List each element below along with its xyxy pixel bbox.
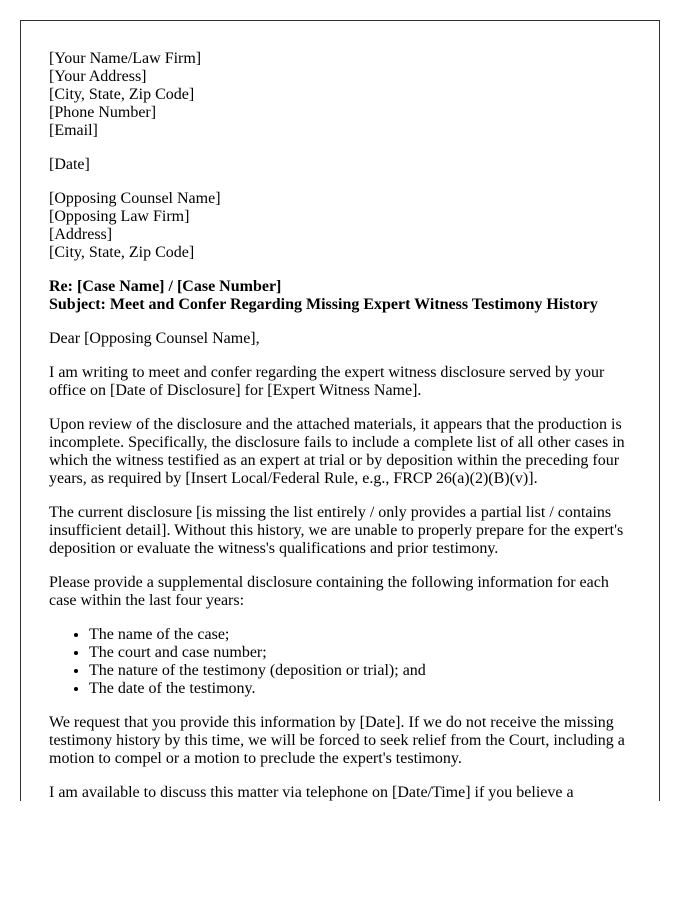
closing-paragraph: I am available to discuss this matter via telephone on [Date/Time] if you believe a	[49, 784, 574, 801]
closing-paragraph: We request that you provide this information by [Date]. If we do not receive the missing testimony history by this time, we will be forced to seek relief from the Court, including a motion to compel or a motion to preclude the expert's testimony.	[49, 714, 625, 767]
sender-city-state-zip: [City, State, Zip Code]	[49, 86, 195, 103]
letter-date-block	[49, 156, 631, 174]
list-item: • The court and case number;	[89, 644, 631, 662]
recipient-address-block	[49, 190, 631, 262]
reference-block	[49, 278, 631, 314]
recipient-address: [Address]	[49, 226, 113, 243]
recipient-name: [Opposing Counsel Name]	[49, 190, 221, 207]
list-item: • The nature of the testimony (deposition or trial); and	[89, 662, 631, 680]
required-info-list	[49, 626, 631, 698]
letter-date: [Date]	[49, 156, 90, 173]
list-item: • The name of the case;	[89, 626, 631, 644]
sender-address-block	[49, 50, 631, 140]
sender-address: [Your Address]	[49, 68, 147, 85]
body-paragraph: Upon review of the disclosure and the attached materials, it appears that the production is incomplete. Specifically, the disclosure fails to include a complete list of all other cases in which the witness testified as an expert at trial or by deposition within the preceding four years, as required by [Insert Local/Federal Rule, e.g., FRCP 26(a)(2)(B)(v)].	[49, 416, 625, 487]
list-item: • The date of the testimony.	[89, 680, 631, 698]
re-line: Re: [Case Name] / [Case Number]	[49, 278, 282, 295]
body-paragraph: I am writing to meet and confer regarding the expert witness disclosure served by your office on [Date of Disclosure] for [Expert Witness Name].	[49, 364, 605, 399]
sender-name: [Your Name/Law Firm]	[49, 50, 202, 67]
sender-email: [Email]	[49, 122, 98, 139]
salutation: Dear [Opposing Counsel Name],	[49, 330, 260, 347]
letter-page	[20, 20, 660, 801]
sender-phone: [Phone Number]	[49, 104, 157, 121]
recipient-firm: [Opposing Law Firm]	[49, 208, 190, 225]
body-paragraph: Please provide a supplemental disclosure containing the following information for each case within the last four years:	[49, 574, 609, 609]
subject-line: Subject: Meet and Confer Regarding Missing Expert Witness Testimony History	[49, 296, 598, 313]
recipient-city-state-zip: [City, State, Zip Code]	[49, 244, 195, 261]
body-paragraph: The current disclosure [is missing the list entirely / only provides a partial list / contains insufficient detail]. Without this history, we are unable to properly prepare for the expert's deposition or evaluate the witness's qualifications and prior testimony.	[49, 504, 624, 557]
